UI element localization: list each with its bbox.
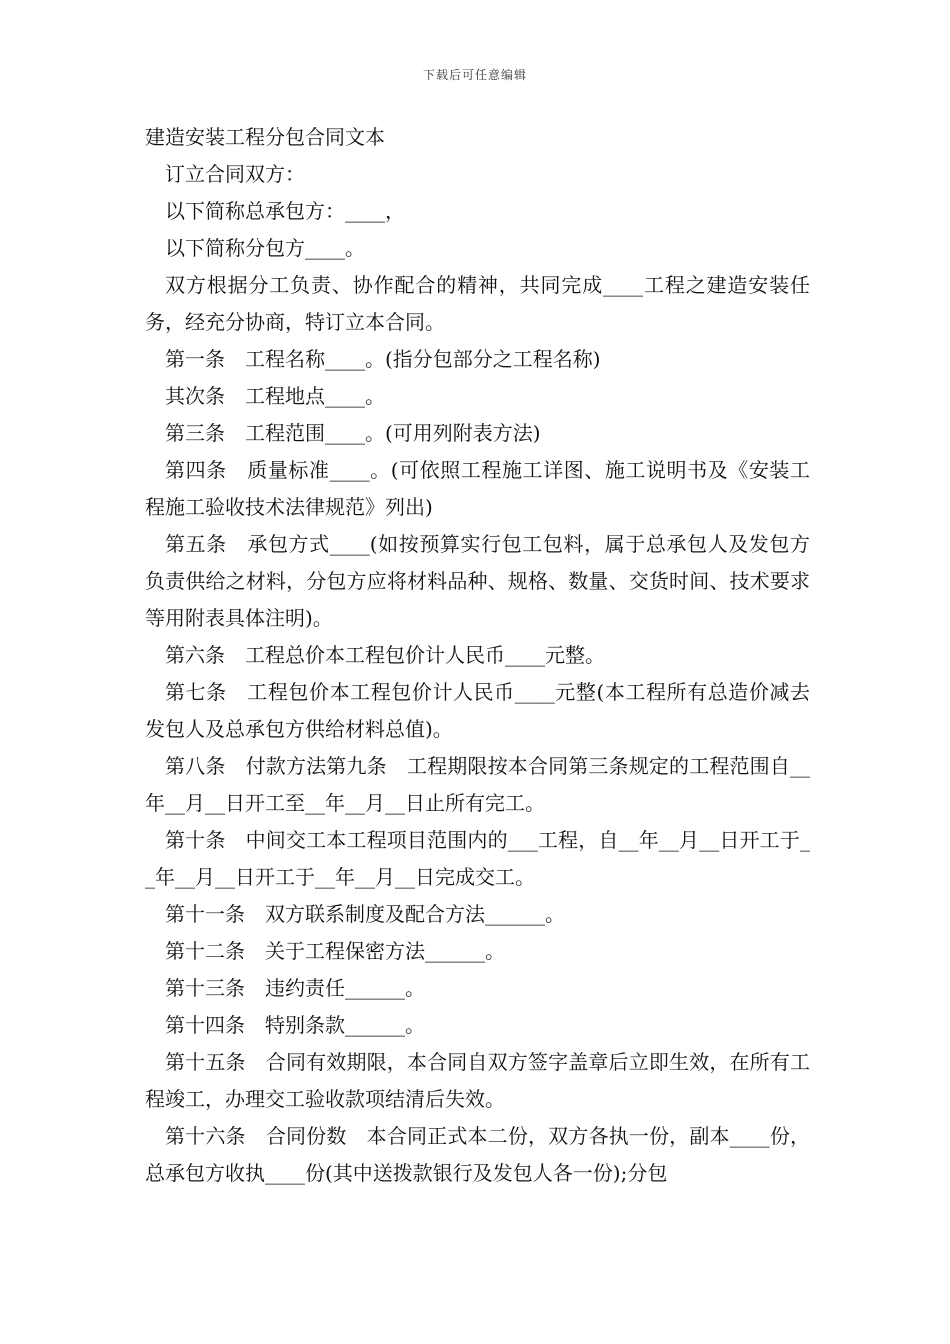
- article-4: 第四条 质量标准____。(可依照工程施工详图、施工说明书及《安装工程施工验收技术法律规范》列出): [145, 458, 810, 519]
- article-8-9: 第八条 付款方法第九条 工程期限按本合同第三条规定的工程范围自__年__月__日开工至__年__月__日止所有完工。: [145, 754, 810, 815]
- article-6: 第六条 工程总价本工程包价计人民币____元整。: [165, 643, 605, 667]
- article-10: 第十条 中间交工本工程项目范围内的___工程，自__年__月__日开工于__年__月__日开工于__年__月__日完成交工。: [145, 828, 810, 889]
- paragraph-subcontractor: 以下简称分包方____。: [165, 236, 365, 260]
- article-14: 第十四条 特别条款______。: [165, 1013, 425, 1037]
- article-5: 第五条 承包方式____(如按预算实行包工包料，属于总承包人及发包方负责供给之材料，分包方应将材料品种、规格、数量、交货时间、技术要求等用附表具体注明)。: [145, 532, 810, 630]
- paragraph-general-contractor: 以下简称总承包方：____，: [165, 199, 405, 223]
- article-11: 第十一条 双方联系制度及配合方法______。: [165, 902, 565, 926]
- article-16: 第十六条 合同份数 本合同正式本二份，双方各执一份，副本____份，总承包方收执____份(其中送拨款银行及发包人各一份);分包: [145, 1124, 810, 1185]
- article-2: 其次条 工程地点____。: [165, 384, 385, 408]
- article-7: 第七条 工程包价本工程包价计人民币____元整(本工程所有总造价减去发包人及总承包方供给材料总值)。: [145, 680, 810, 741]
- article-1: 第一条 工程名称____。(指分包部分之工程名称): [165, 347, 601, 371]
- page-header: 下载后可任意编辑: [422, 68, 527, 82]
- article-13: 第十三条 违约责任______。: [165, 976, 425, 1000]
- document-title: 建造安装工程分包合同文本: [145, 125, 385, 149]
- paragraph-parties: 订立合同双方：: [165, 162, 305, 186]
- article-3: 第三条 工程范围____。(可用列附表方法): [165, 421, 541, 445]
- paragraph-preamble: 双方根据分工负责、协作配合的精神，共同完成____工程之建造安装任务，经充分协商，特订立本合同。: [145, 273, 810, 334]
- document-body: [145, 119, 810, 1192]
- article-15: 第十五条 合同有效期限，本合同自双方签字盖章后立即生效，在所有工程竣工，办理交工验收款项结清后失效。: [145, 1050, 810, 1111]
- article-12: 第十二条 关于工程保密方法______。: [165, 939, 505, 963]
